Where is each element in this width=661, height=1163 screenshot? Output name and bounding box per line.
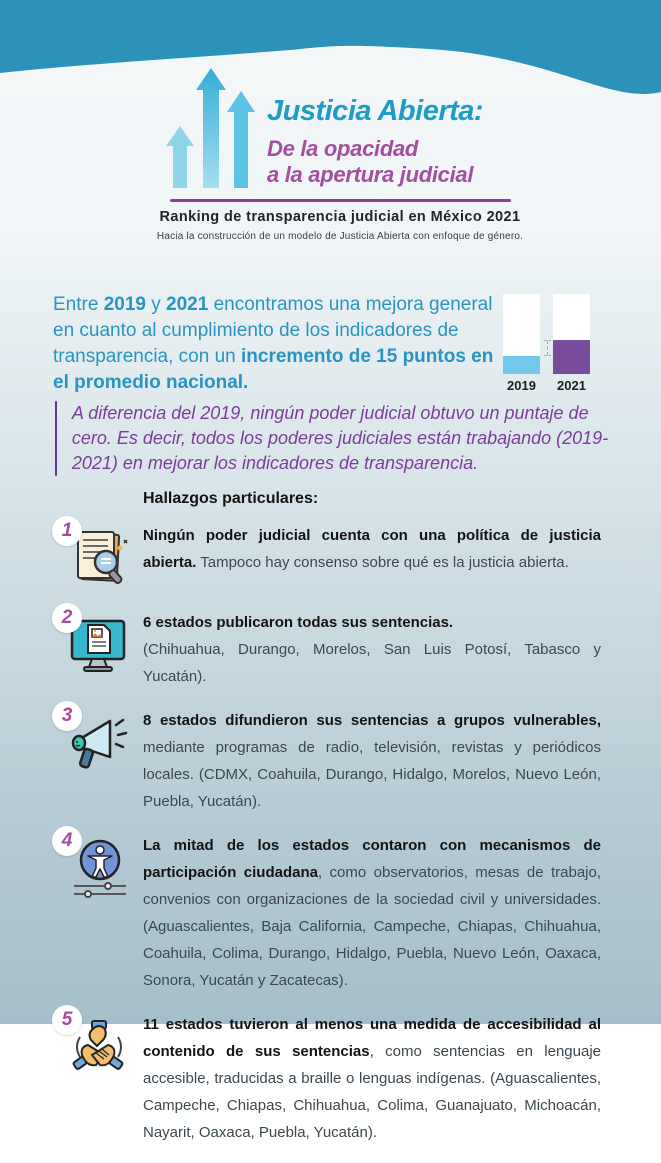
- bar-fill-2021: [553, 340, 590, 374]
- ranking-title: Ranking de transparencia judicial en México 2021: [159, 209, 521, 225]
- list-item: [0, 1011, 661, 1146]
- intro-seg3: encontramos una mejora general en cuanto al cumplimiento de los indicadores de transparencia, con un: [53, 294, 493, 367]
- page-subtitle: [267, 136, 557, 188]
- finding-bold: 6 estados publicaron todas sus sentencias.: [143, 614, 454, 631]
- item-number-badge: 4: [52, 826, 82, 856]
- intro-seg2: y: [145, 294, 167, 315]
- top-wave-band: [0, 0, 661, 110]
- finding-bold: 11 estados tuvieron al menos una medida de accesibilidad al contenido de sus sentencias: [143, 1016, 601, 1060]
- intro-bold-2019: 2019: [103, 294, 146, 315]
- finding-rest: mediante programas de radio, televisión, revistas y periódicos locales. (CDMX, Coahuila, Durango, Hidalgo, Morelos, Nuevo León, Puebla, Yucatán).: [143, 739, 601, 810]
- item-number-badge: 5: [52, 1005, 82, 1035]
- subtitle-line1: De la opacidad: [267, 135, 419, 161]
- finding-text: [143, 609, 601, 690]
- item-number-badge: 2: [52, 603, 82, 633]
- list-item: [0, 609, 661, 690]
- increment-bracket: [544, 340, 551, 356]
- comparison-chart: [503, 294, 613, 394]
- bar-2019: [503, 294, 540, 374]
- finding-text: [143, 1011, 601, 1146]
- quote-bar: [55, 401, 57, 476]
- finding-bold: Ningún poder judicial cuenta con una política de justicia abierta.: [143, 527, 601, 571]
- quote-block: [55, 401, 615, 476]
- bar-label-2021: 2021: [557, 378, 586, 393]
- finding-bold: La mitad de los estados contaron con mecanismos de participación ciudadana: [143, 837, 601, 881]
- page-title: Justicia Abierta:: [267, 95, 484, 127]
- list-item: [0, 707, 661, 815]
- list-item: [0, 832, 661, 994]
- intro-paragraph: [53, 292, 500, 396]
- finding-bold: 8 estados difundieron sus sentencias a grupos vulnerables,: [143, 712, 601, 729]
- list-item: [0, 522, 661, 592]
- finding-rest: , como sentencias en lenguaje accesible, traducidas a braille o lenguas indígenas. (Aguascalientes, Campeche, Chiapas, Chihuahua, Colima, Guanajuato, Michoacán, Nayarit, Oaxaca, Puebla, Yucatán).: [143, 1043, 601, 1141]
- bar-group-2019: [503, 294, 540, 393]
- finding-rest: Tampoco hay consenso sobre qué es la justicia abierta.: [196, 554, 569, 571]
- ranking-subtitle: Hacia la construcción de un modelo de Justicia Abierta con enfoque de género.: [156, 231, 524, 242]
- bar-label-2019: 2019: [507, 378, 536, 393]
- purple-divider: [170, 199, 511, 202]
- finding-rest: , como observatorios, mesas de trabajo, convenios con organizaciones de la sociedad civil y universidades. (Aguascalientes, Baja California, Campeche, Chiapas, Chihuahua, Coahuila, Colima, Durango, Hidalgo, Puebla, Nuevo León, Oaxaca, Sonora, Yucatán y Zacatecas).: [143, 864, 601, 989]
- bar-fill-2019: [503, 356, 540, 374]
- item-number-badge: 1: [52, 516, 82, 546]
- intro-seg1: Entre: [53, 294, 104, 315]
- finding-text: [143, 707, 601, 815]
- finding-text: [143, 832, 601, 994]
- bar-2021: [553, 294, 590, 374]
- findings-section: [0, 490, 661, 1163]
- findings-heading: Hallazgos particulares:: [143, 490, 319, 507]
- intro-bold-increment: incremento de 15 puntos en el promedio nacional.: [53, 346, 494, 393]
- intro-bold-2021: 2021: [166, 294, 209, 315]
- title-block: [267, 96, 557, 188]
- item-number-badge: 3: [52, 701, 82, 731]
- bar-group-2021: [553, 294, 590, 393]
- quote-text: A diferencia del 2019, ningún poder judicial obtuvo un puntaje de cero. Es decir, todos los poderes judiciales están trabajando (2019-2021) en mejorar los indicadores de transparencia.: [71, 403, 609, 473]
- finding-text: [143, 522, 601, 576]
- finding-rest: (Chihuahua, Durango, Morelos, San Luis Potosí, Tabasco y Yucatán).: [143, 641, 601, 685]
- subtitle-line2: a la apertura judicial: [267, 161, 474, 187]
- rising-arrows-icon: [163, 64, 259, 190]
